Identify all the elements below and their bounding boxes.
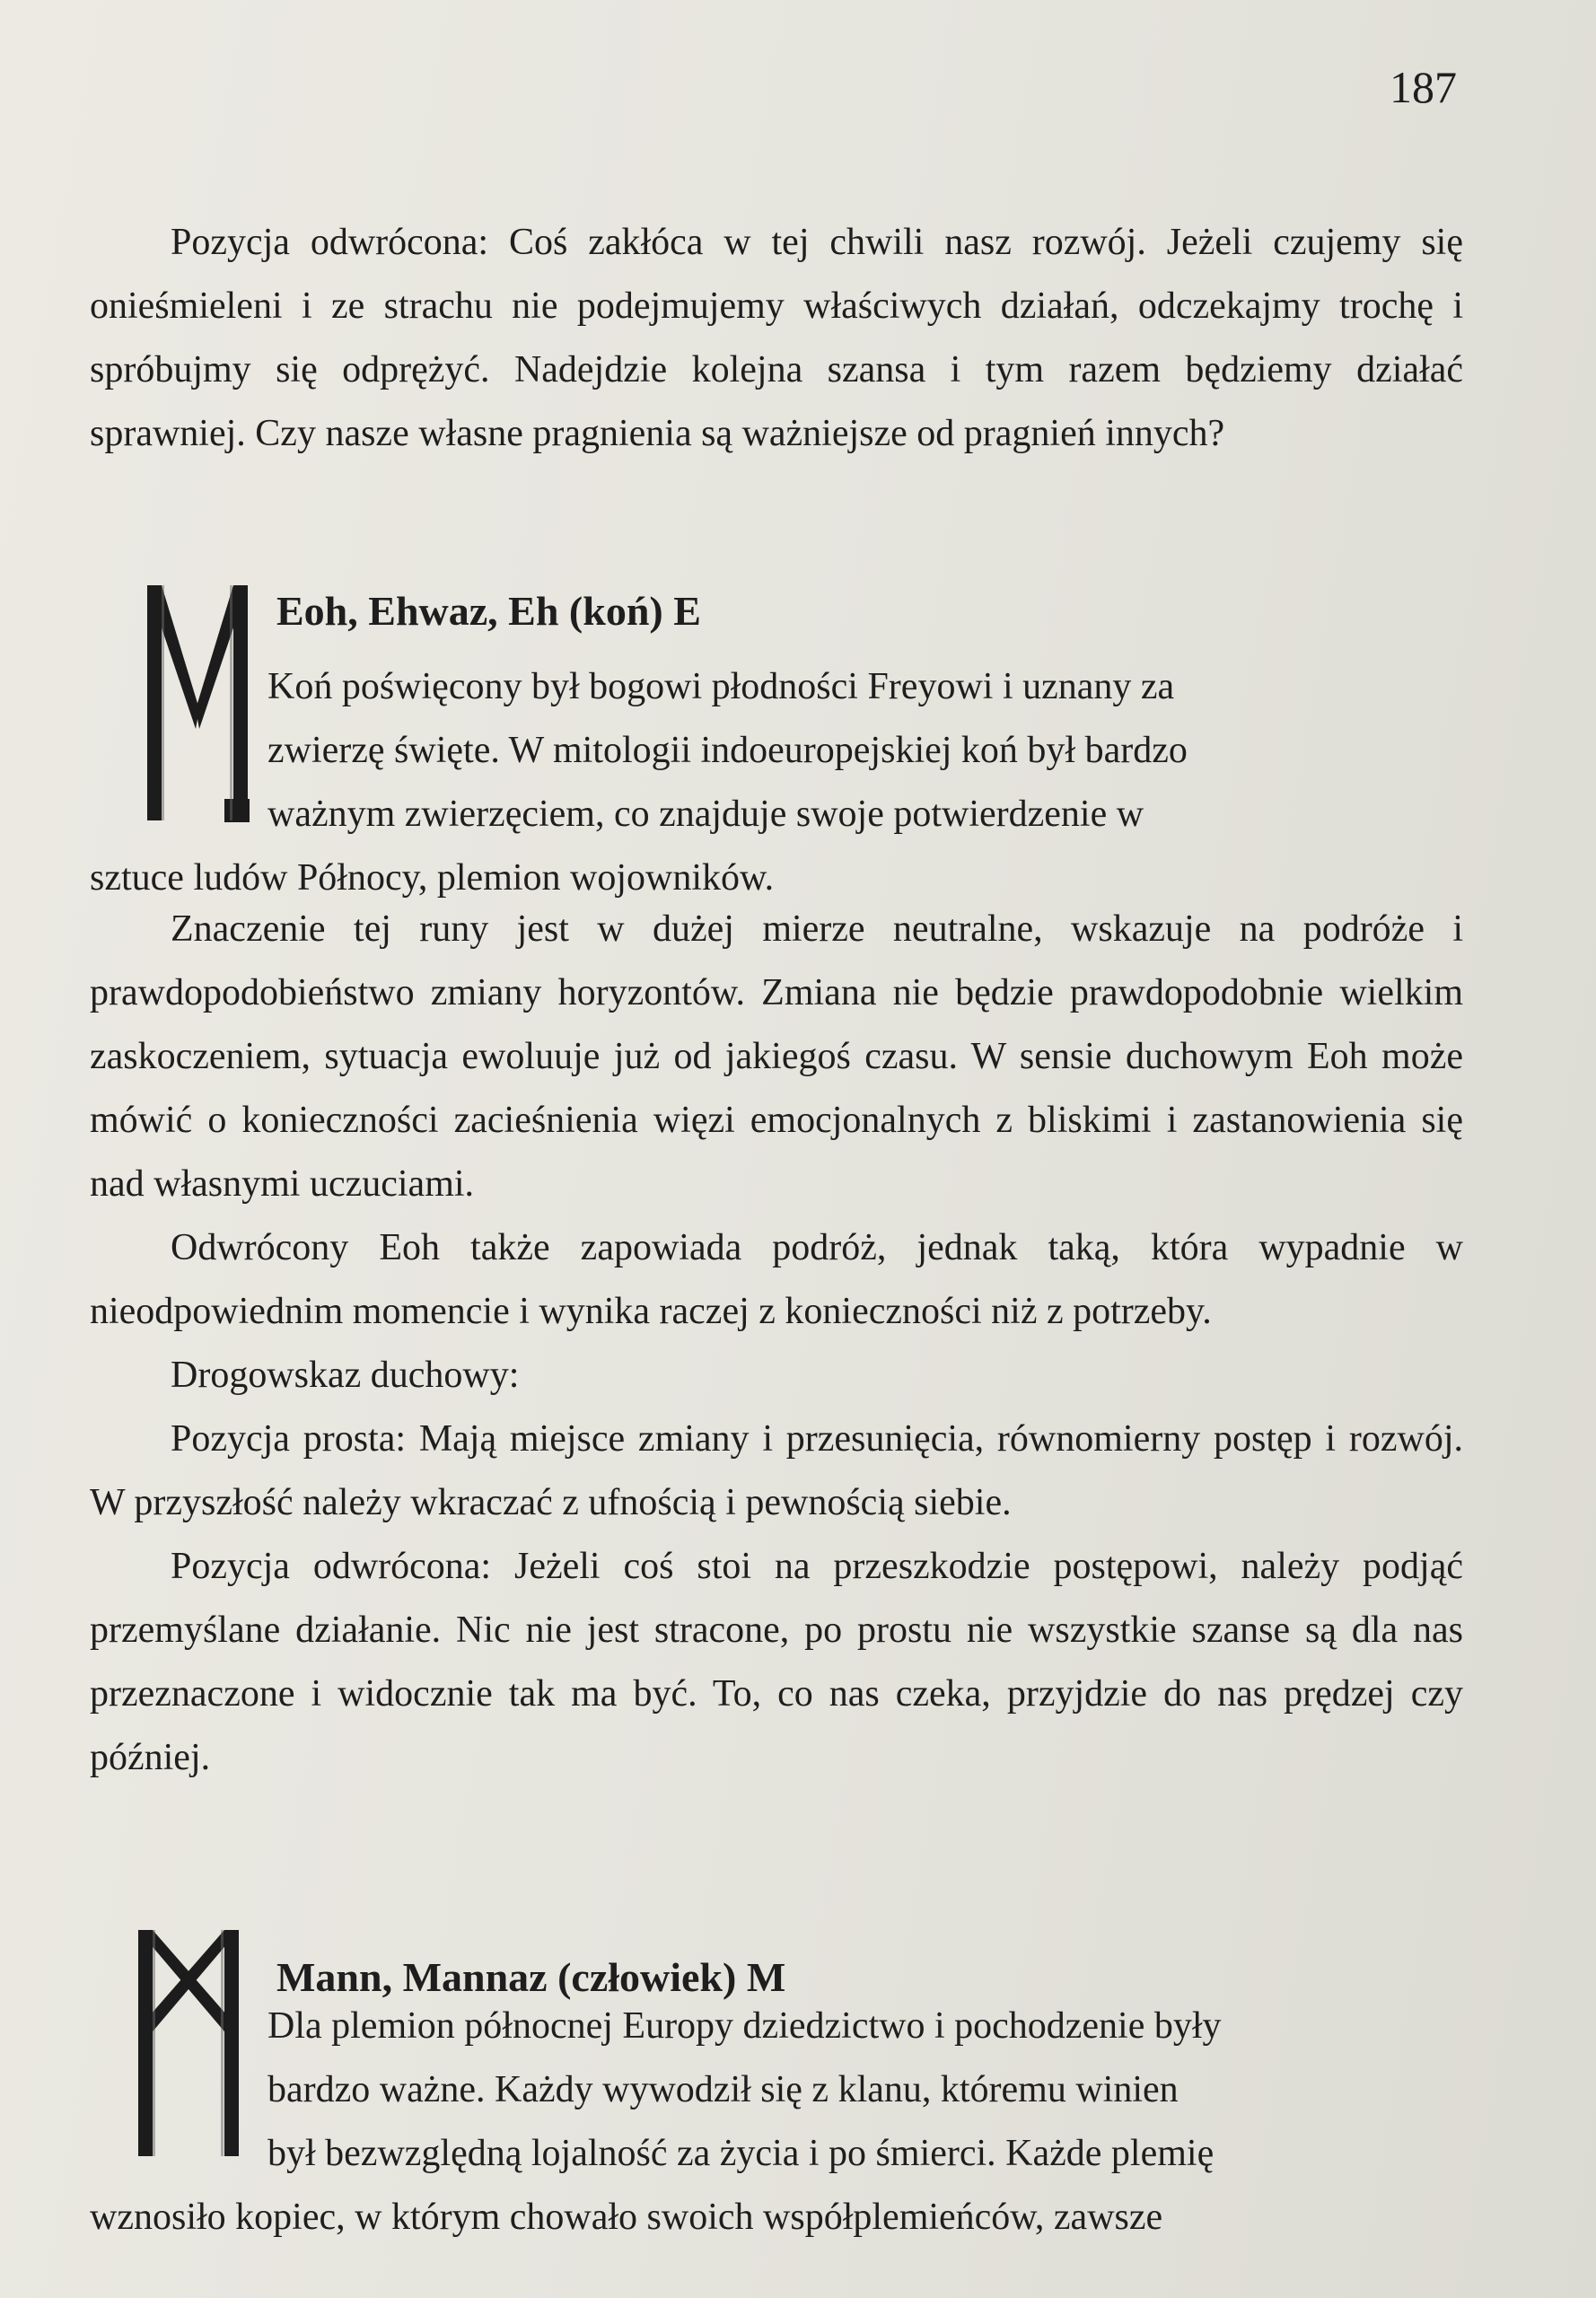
mannaz-intro-line: bardzo ważne. Każdy wywodził się z klanu, któremu winien: [267, 2069, 1179, 2110]
page-number: 187: [1390, 62, 1457, 112]
mannaz-intro-line: Dla plemion północnej Europy dziedzictwo i pochodzenie były: [267, 2005, 1222, 2047]
eoh-intro-line: Koń poświęcony był bogowi płodności Freyowi i uznany za: [267, 666, 1175, 707]
eoh-body-block: [90, 898, 1463, 1790]
mannaz-heading: Mann, Mannaz (człowiek) M: [276, 1954, 786, 2000]
mannaz-intro-block: [90, 1995, 1463, 2250]
mannaz-intro-tail: wznosiło kopiec, w którym chowało swoich współplemieńców, zawsze: [90, 2197, 1163, 2238]
eoh-paragraph: Znaczenie tej runy jest w dużej mierze neutralne, wskazuje na podróże i prawdopodobieństwo zmiany horyzontów. Zmiana nie będzie prawdopodobnie wielkim zaskoczeniem, sytuacja ewoluuje już od jakiegoś czasu. W sensie duchowym Eoh może mówić o konieczności zacieśnienia więzi emocjonalnych z bliskimi i zastanowienia się nad własnymi uczuciami.: [90, 908, 1463, 1205]
eoh-heading: Eoh, Ehwaz, Eh (koń) E: [276, 588, 701, 634]
eoh-paragraph: Odwrócony Eoh także zapowiada podróż, jednak taką, która wypadnie w nieodpowiednim momencie i wynika raczej z konieczności niż z potrzeby.: [90, 1227, 1463, 1332]
eoh-intro-tail: sztuce ludów Północy, plemion wojowników.: [90, 857, 775, 899]
eoh-intro-block: [90, 655, 1463, 910]
eoh-paragraph: Pozycja prosta: Mają miejsce zmiany i przesunięcia, równomierny postęp i rozwój. W przyszłość należy wkraczać z ufnością i pewnością siebie.: [90, 1418, 1463, 1523]
intro-paragraph-block: [90, 211, 1463, 466]
intro-paragraph: Pozycja odwrócona: Coś zakłóca w tej chwili nasz rozwój. Jeżeli czujemy się onieśmieleni i ze strachu nie podejmujemy właściwych działań, odczekajmy trochę i spróbujmy się odprężyć. Nadejdzie kolejna szansa i tym razem będziemy działać sprawniej. Czy nasze własne pragnienia są ważniejsze od pragnień innych?: [90, 222, 1463, 454]
eoh-paragraph: Drogowskaz duchowy:: [171, 1355, 520, 1396]
mannaz-intro-line: był bezwzględną lojalność za życia i po śmierci. Każde plemię: [267, 2133, 1215, 2174]
eoh-intro-line: ważnym zwierzęciem, co znajduje swoje potwierdzenie w: [267, 794, 1144, 835]
eoh-paragraph: Pozycja odwrócona: Jeżeli coś stoi na przeszkodzie postępowi, należy podjąć przemyślane działanie. Nic nie jest stracone, po prostu nie wszystkie szanse są dla nas przeznaczone i widocznie tak ma być. To, co nas czeka, przyjdzie do nas prędzej czy później.: [90, 1546, 1463, 1778]
eoh-intro-line: zwierzę święte. W mitologii indoeuropejskiej koń był bardzo: [267, 730, 1188, 771]
